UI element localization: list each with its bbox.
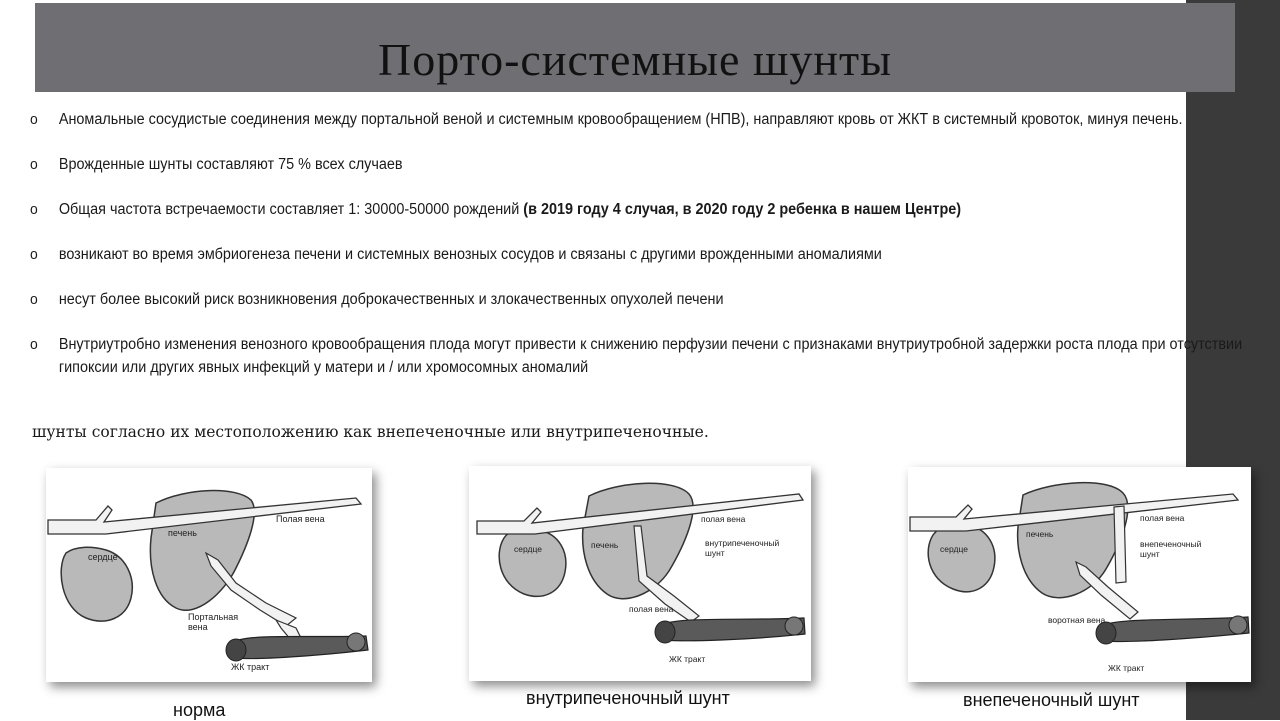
figure-norm [46,468,372,682]
caption-norm: норма [173,700,226,720]
label-portal-vein: Портальная [188,612,239,622]
label-liver: печень [591,540,619,550]
label-portal-vein: воротная вена [1048,615,1106,625]
bullet-marker: o [30,246,38,263]
caption-extrahepatic: внепеченочный шунт [963,690,1140,710]
label-shunt: внепеченочный [1140,539,1202,549]
bullet-item: o возникают во время эмбриогенеза печени и системных венозных сосудов и связаны с другими врожденными аномалиями [30,243,1249,266]
anatomy-diagram-intrahepatic [469,466,811,681]
bullet-item: o Аномальные сосудистые соединения между портальной веной и системным кровообращением (НПВ), направляют кровь от ЖКТ в системный кровоток, минуя печень. [30,108,1249,131]
bullet-item: o Врожденные шунты составляют 75 % всех случаев [30,153,1249,176]
bullet-item: o Внутриутробно изменения венозного кровообращения плода могут привести к снижению перфузии печени с признаками внутриутробной задержки роста плода при отсутствии гипоксии или других явных инфекций у матери и / или хромосомных аномалий [30,333,1249,379]
bullet-marker: o [30,291,38,308]
label-vena-cava: полая вена [701,514,746,524]
slide-title: Порто-системные шунты [378,34,892,85]
bullet-marker: o [30,201,38,218]
anatomy-diagram-extrahepatic [908,467,1251,682]
anatomy-diagram-norm [46,468,372,682]
title-band [35,3,1235,92]
label-vena-cava: Полая вена [276,514,325,524]
label-portal-vein: полая вена [629,604,674,614]
label-vena-cava: полая вена [1140,513,1185,523]
bullet-item: o Общая частота встречаемости составляет 1: 30000-50000 рождений (в 2019 году 4 случая, в 2020 году 2 ребенка в нашем Центре) [30,198,1249,221]
bullet-bold-note: (в 2019 году 4 случая, в 2020 году 2 ребенка в нашем Центре) [523,201,962,218]
bullet-item: o несут более высокий риск возникновения доброкачественных и злокачественных опухолей печени [30,288,1249,311]
label-heart: сердце [940,544,968,554]
label-liver: печень [168,528,197,538]
summary-line: шунты согласно их местоположению как внепеченочные или внутрипеченочные. [32,423,709,441]
label-gi-tract: ЖК тракт [669,654,706,664]
bullet-marker: o [30,336,38,353]
label-liver: печень [1026,529,1054,539]
label-shunt-2: шунт [1140,549,1160,559]
label-gi-tract: ЖК тракт [1108,663,1145,673]
figure-intrahepatic [469,466,811,681]
label-portal-vein-2: вена [188,622,208,632]
label-shunt-2: шунт [705,548,725,558]
label-heart: сердце [514,544,542,554]
label-heart: сердце [88,552,118,562]
bullet-list [30,108,1243,401]
bullet-marker: o [30,156,38,173]
caption-intrahepatic: внутрипеченочный шунт [526,688,730,708]
figure-extrahepatic [908,467,1251,682]
label-shunt: внутрипеченочный [705,538,780,548]
label-gi-tract: ЖК тракт [231,662,270,672]
bullet-marker: o [30,111,38,128]
